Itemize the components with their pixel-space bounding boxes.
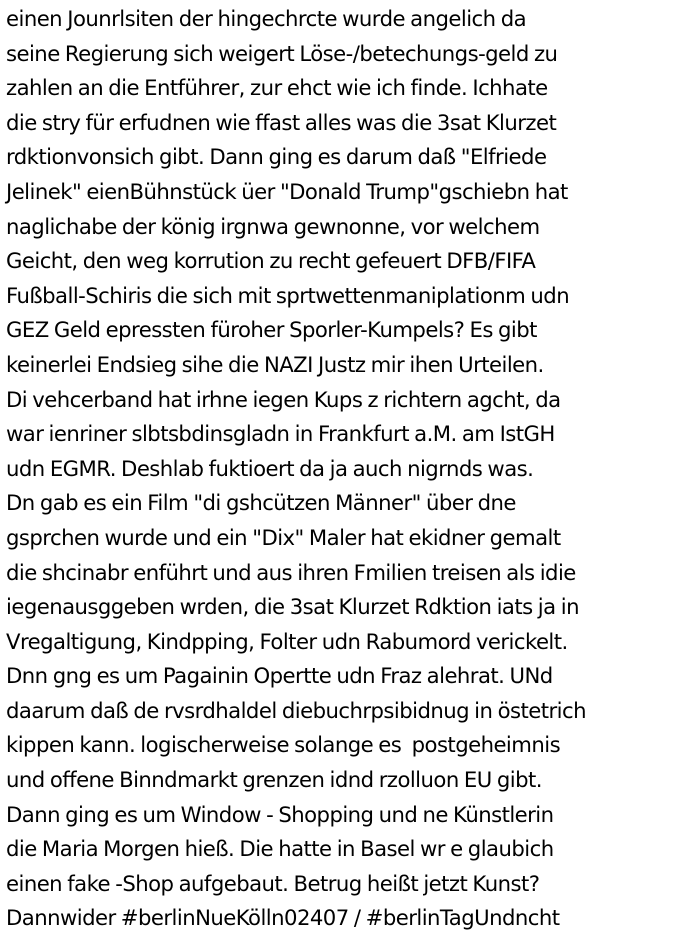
text-line: Geicht, den weg korrution zu recht gefeuert DFB/FIFA [6, 248, 536, 274]
text-line: kippen kann. logischerweise solange es postgeheimnis [6, 732, 561, 758]
text-line: Dn gab es ein Film "di gshcützen Männer" über dne [6, 490, 516, 516]
text-line: die Maria Morgen hieß. Die hatte in Basel wr e glaubich [6, 836, 554, 862]
text-line: Fußball-Schiris die sich mit sprtwettenmaniplationm udn [6, 282, 570, 308]
text-line: keinerlei Endsieg sihe die NAZI Justz mir ihen Urteilen. [6, 351, 544, 377]
text-line: Dnn gng es um Pagainin Opertte udn Fraz alehrat. UNd [6, 663, 553, 689]
text-line: gsprchen wurde und ein "Dix" Maler hat ekidner gemalt [6, 524, 561, 550]
text-line: rdktionvonsich gibt. Dann ging es darum daß "Elfriede [6, 144, 547, 170]
text-line: iegenausggeben wrden, die 3sat Klurzet Rdktion iats ja in [6, 594, 579, 620]
text-block [6, 3, 684, 937]
text-line: udn EGMR. Deshlab fuktioert da ja auch nigrnds was. [6, 455, 534, 481]
text-line: GEZ Geld epressten füroher Sporler-Kumpels? Es gibt [6, 317, 537, 343]
text-line: zahlen an die Entführer, zur ehct wie ich finde. Ichhate [6, 75, 548, 101]
text-line: die shcinabr enführt und aus ihren Fmilien treisen als idie [6, 559, 576, 585]
text-line: einen fake -Shop aufgebaut. Betrug heißt jetzt Kunst? [6, 870, 540, 896]
text-line: einen Jounrlsiten der hingechrcte wurde angelich da [6, 6, 527, 31]
text-line: Vregaltigung, Kindpping, Folter udn Rabumord verickelt. [6, 628, 568, 654]
text-line: Dann ging es um Window - Shopping und ne Künstlerin [6, 801, 554, 827]
text-line: und offene Binndmarkt grenzen idnd rzolluon EU gibt. [6, 767, 542, 793]
text-line: Jelinek" eienBühnstück üer "Donald Trump"gschiebn hat [6, 178, 568, 204]
text-line: Di vehcerband hat irhne iegen Kups z richtern agcht, da [6, 386, 561, 412]
text-line: naglichabe der könig irgnwa gewnonne, vor welchem [6, 213, 540, 239]
text-line: daarum daß de rvsrdhaldel diebuchrpsibidnug in östetrich [6, 697, 586, 723]
text-line: war ienriner slbtsbdinsgladn in Frankfurt a.M. am IstGH [6, 421, 555, 447]
text-line: seine Regierung sich weigert Löse-/betechungs-geld zu [6, 40, 558, 66]
text-line: Dannwider #berlinNueKölln02407 / #berlinTagUndncht [6, 905, 560, 931]
text-line: die stry für erfudnen wie ffast alles was die 3sat Klurzet [6, 109, 557, 135]
